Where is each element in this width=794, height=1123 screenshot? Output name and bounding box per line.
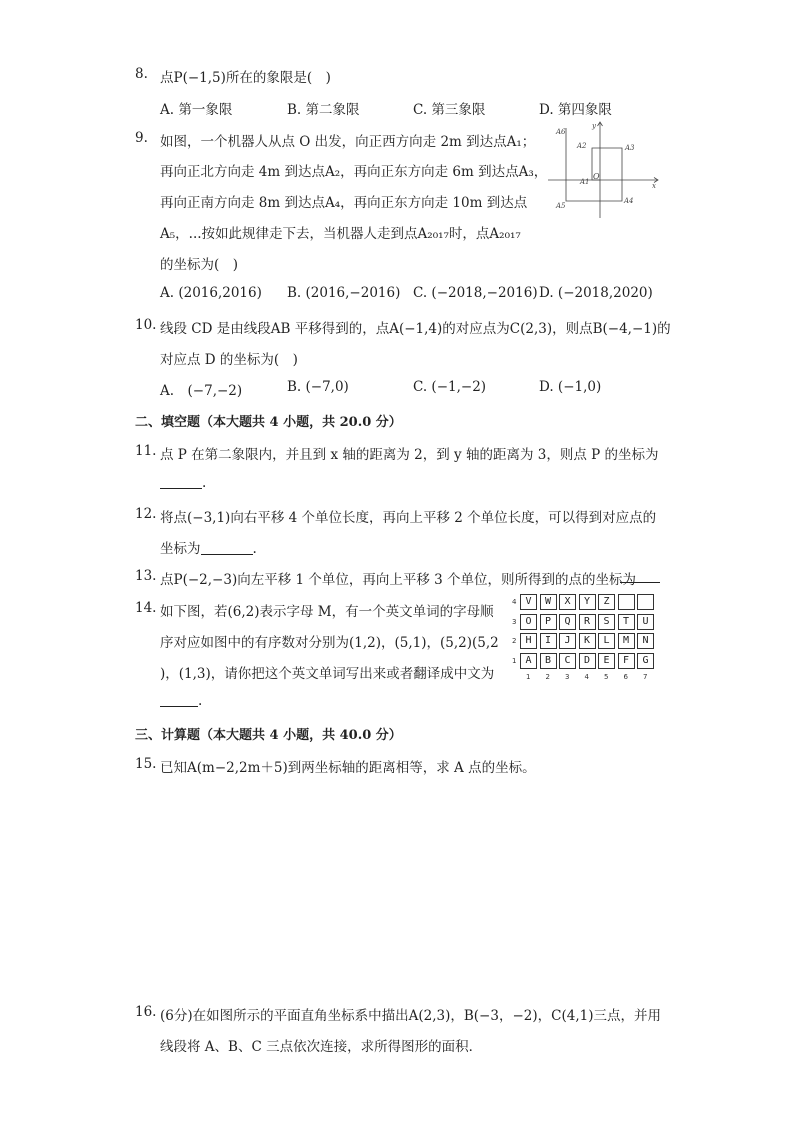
- grid-cell: L: [598, 633, 615, 649]
- grid-cell: D: [579, 653, 596, 669]
- question-number: 9.: [135, 130, 148, 146]
- label-a5: A5: [556, 202, 566, 210]
- option-c: C. 第三象限: [413, 102, 486, 118]
- grid-column-label: 1: [526, 673, 531, 681]
- question-number: 8.: [135, 66, 148, 82]
- option-d: D. 第四象限: [539, 102, 612, 118]
- answer-line: [160, 692, 202, 709]
- option-a: A. (−7,−2): [160, 383, 243, 399]
- question-number: 15.: [135, 756, 157, 772]
- question-line: 线段 CD 是由线段AB 平移得到的，点A(−1,4)的对应点为C(2,3)，则点B(−4,−1)的: [160, 321, 671, 337]
- label-y-axis: y: [592, 122, 596, 130]
- question-line: 如下图，若(6,2)表示字母 M，有一个英文单词的字母顺: [160, 604, 494, 620]
- question-number: 10.: [135, 317, 157, 333]
- grid-column-label: 7: [643, 673, 648, 681]
- option-a: A. (2016,2016): [160, 285, 262, 301]
- grid-cell: W: [540, 594, 557, 610]
- grid-row-label: 1: [512, 656, 517, 665]
- label-a1: A1: [580, 178, 590, 186]
- answer-line: [160, 537, 257, 557]
- period: .: [198, 693, 203, 709]
- label-x-axis: x: [652, 182, 656, 190]
- grid-cell: O: [520, 614, 537, 630]
- question-line: 序对应如图中的有序数对分别为(1,2)，(5,1)，(5,2)(5,2: [160, 635, 499, 651]
- label-origin: O: [593, 172, 600, 181]
- option-d: D. (−2018,2020): [539, 285, 653, 301]
- label-a3: A3: [625, 144, 635, 152]
- grid-cell: [637, 594, 654, 610]
- question-line: 将点(−3,1)向右平移 4 个单位长度，再向上平移 2 个单位长度，可以得到对应点的: [160, 510, 657, 526]
- option-c: C. (−2018,−2016): [413, 285, 538, 301]
- question-number: 12.: [135, 506, 157, 522]
- question-number: 16.: [135, 1004, 157, 1020]
- question-line: 线段将 A、B、C 三点依次连接，求所得图形的面积．: [160, 1039, 483, 1055]
- question-line: 坐标为: [160, 541, 201, 557]
- question-text: 已知A(m−2,2m＋5)到两坐标轴的距离相等，求 A 点的坐标。: [160, 760, 536, 776]
- grid-cell: H: [520, 633, 537, 649]
- grid-cell: R: [579, 614, 596, 630]
- grid-column-label: 5: [604, 673, 609, 681]
- answer-blank[interactable]: [620, 568, 660, 583]
- question-line: A₅，...按如此规律走下去，当机器人走到点A₂₀₁₇时，点A₂₀₁₇: [160, 226, 521, 242]
- grid-cell: N: [637, 633, 654, 649]
- grid-cell: T: [618, 614, 635, 630]
- grid-cell: A: [520, 653, 537, 669]
- grid-cell: F: [618, 653, 635, 669]
- grid-cell: Z: [598, 594, 615, 610]
- grid-row-label: 3: [512, 617, 517, 626]
- question-number: 11.: [135, 443, 157, 459]
- question-line: 再向正北方向走 4m 到达点A₂，再向正东方向走 6m 到达点A₃，: [160, 164, 548, 180]
- grid-cell: [618, 594, 635, 610]
- grid-cell: E: [598, 653, 615, 669]
- grid-cell: G: [637, 653, 654, 669]
- question-number: 14.: [135, 600, 157, 616]
- grid-cell: V: [520, 594, 537, 610]
- grid-column-label: 2: [545, 673, 550, 681]
- question-number: 13.: [135, 568, 157, 584]
- option-b: B. (−7,0): [287, 379, 349, 395]
- answer-blank[interactable]: [160, 692, 198, 707]
- section-heading: 三、计算题（本大题共 4 小题，共 40.0 分）: [135, 728, 402, 743]
- grid-column-label: 3: [565, 673, 570, 681]
- option-b: B. 第二象限: [287, 102, 360, 118]
- grid-cell: M: [618, 633, 635, 649]
- grid-cell: X: [559, 594, 576, 610]
- period: .: [202, 475, 207, 491]
- question-line: )，(1,3)，请你把这个英文单词写出来或者翻译成中文为: [160, 666, 495, 682]
- label-a2: A2: [577, 142, 587, 150]
- question-line: 对应点 D 的坐标为( ): [160, 352, 298, 368]
- label-a6: A6: [556, 128, 566, 136]
- question-line: (6分)在如图所示的平面直角坐标系中描出A(2,3)，B(−3，−2)，C(4,1)三点，并用: [160, 1008, 661, 1024]
- answer-blank[interactable]: [201, 540, 253, 555]
- grid-cell: P: [540, 614, 557, 630]
- grid-row-label: 2: [512, 637, 517, 645]
- grid-cell: C: [559, 653, 576, 669]
- question-line: 如图，一个机器人从点 O 出发，向正西方向走 2m 到达点A₁；: [160, 134, 536, 150]
- question-line: 的坐标为( ): [160, 257, 239, 273]
- grid-cell: K: [579, 633, 596, 649]
- answer-line: [160, 474, 206, 491]
- question-line: 点 P 在第二象限内，并且到 x 轴的距离为 2，到 y 轴的距离为 3，则点 P 的坐标为: [160, 447, 659, 463]
- letter-grid: [510, 592, 662, 682]
- grid-cell: S: [598, 614, 615, 630]
- answer-blank[interactable]: [160, 474, 202, 489]
- option-b: B. (2016,−2016): [287, 285, 401, 301]
- question-text: 点P(−1,5)所在的象限是( ): [160, 70, 331, 86]
- grid-column-label: 4: [584, 673, 589, 681]
- grid-cell: J: [559, 633, 576, 649]
- grid-cell: Q: [559, 614, 576, 630]
- question-line: 再向正南方向走 8m 到达点A₄，再向正东方向走 10m 到达点: [160, 195, 528, 211]
- option-a: A. 第一象限: [160, 102, 233, 118]
- period: .: [252, 541, 257, 557]
- grid-cell: U: [637, 614, 654, 630]
- question-text: 点P(−2,−3)向左平移 1 个单位，再向上平移 3 个单位，则所得到的点的坐标为: [160, 572, 637, 588]
- section-heading: 二、填空题（本大题共 4 小题，共 20.0 分）: [135, 415, 402, 430]
- grid-column-label: 6: [623, 673, 628, 681]
- label-a4: A4: [624, 197, 634, 205]
- grid-cell: Y: [579, 594, 596, 610]
- option-c: C. (−1,−2): [413, 379, 487, 395]
- grid-cell: B: [540, 653, 557, 669]
- robot-path-figure: [548, 118, 663, 220]
- grid-cell: I: [540, 633, 557, 649]
- option-d: D. (−1,0): [539, 379, 602, 395]
- grid-row-label: 4: [512, 598, 517, 606]
